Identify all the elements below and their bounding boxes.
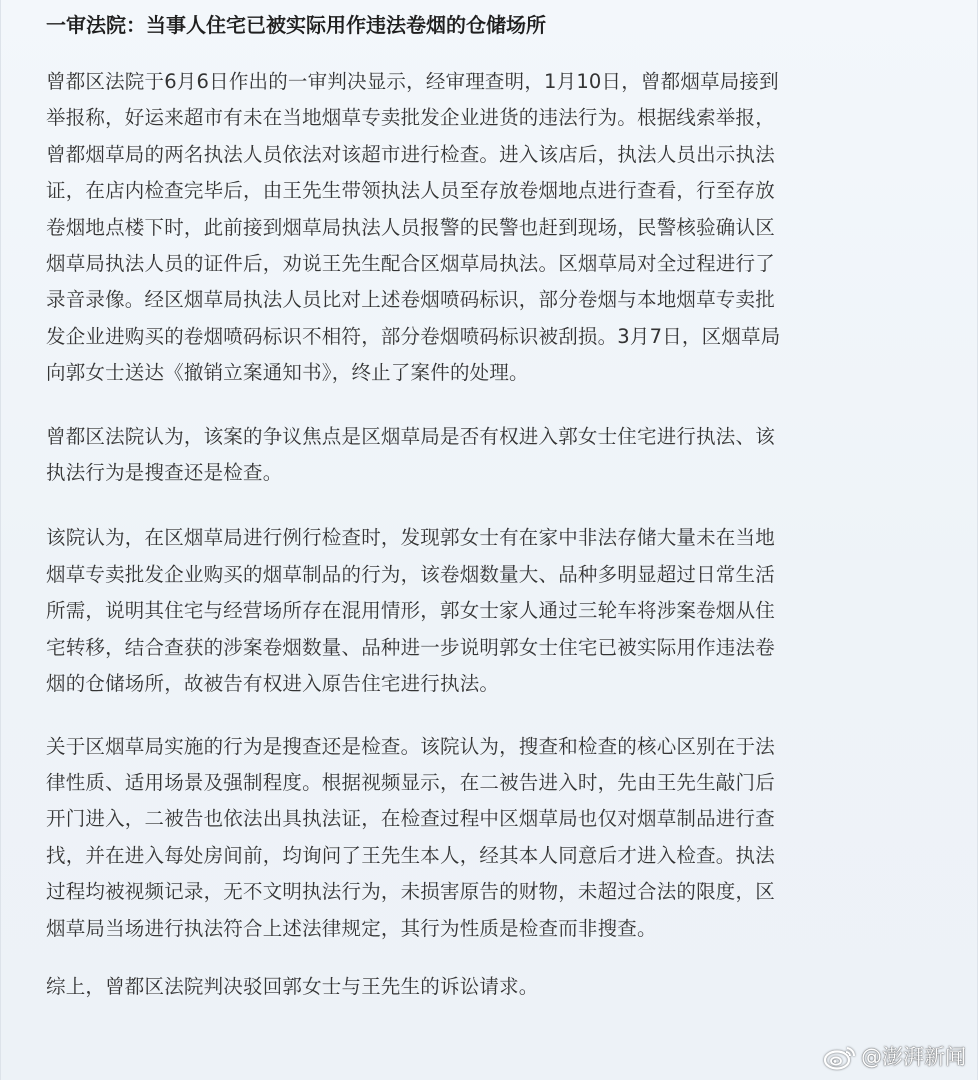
text-line: 烟草局执法人员的证件后，劝说王先生配合区烟草局执法。区烟草局对全过程进行了 [46,252,775,276]
text-line: 录音录像。经区烟草局执法人员比对上述卷烟喷码标识，部分卷烟与本地烟草专卖批 [46,288,775,312]
text-line: 宅转移，结合查获的涉案卷烟数量、品种进一步说明郭女士住宅已被实际用作违法卷 [46,635,775,659]
paragraph-4 [46,729,926,947]
text-line: 曾都烟草局的两名执法人员依法对该超市进行检查。进入该店后，执法人员出示执法 [46,142,775,166]
paragraph-5 [46,969,926,1005]
text-line: 综上，曾都区法院判决驳回郭女士与王先生的诉讼请求。 [46,974,539,998]
source-watermark [823,1044,966,1070]
text-line: 执法行为是搜查还是检查。 [46,461,283,485]
text-line: 关于区烟草局实施的行为是搜查还是检查。该院认为，搜查和检查的核心区别在于法 [46,734,775,758]
watermark-text: @澎湃新闻 [861,1045,966,1069]
section-heading: 一审法院：当事人住宅已被实际用作违法卷烟的仓储场所 [46,13,546,37]
text-line: 烟草局当场进行执法符合上述法律规定，其行为性质是检查而非搜查。 [46,916,657,940]
text-line: 找，并在进入每处房间前，均询问了王先生本人，经其本人同意后才进入检查。执法 [46,843,775,867]
article-body [46,10,926,1005]
text-line: 所需，说明其住宅与经营场所存在混用情形，郭女士家人通过三轮车将涉案卷烟从住 [46,599,775,623]
paragraph-3 [46,520,926,702]
paragraph-1 [46,64,926,392]
text-line: 卷烟地点楼下时，此前接到烟草局执法人员报警的民警也赶到现场，民警核验确认区 [46,215,775,239]
text-line: 曾都区法院于6月6日作出的一审判决显示，经审理查明，1月10日，曾都烟草局接到 [46,70,779,93]
text-line: 开门进入，二被告也依法出具执法证，在检查过程中区烟草局也仅对烟草制品进行查 [46,807,775,831]
text-line: 烟的仓储场所，故被告有权进入原告住宅进行执法。 [46,672,500,696]
text-line: 过程均被视频记录，无不文明执法行为，未损害原告的财物，未超过合法的限度，区 [46,880,775,904]
text-line: 该院认为，在区烟草局进行例行检查时，发现郭女士有在家中非法存储大量未在当地 [46,526,775,550]
weibo-icon [823,1044,857,1070]
text-line: 发企业进购买的卷烟喷码标识不相符，部分卷烟喷码标识被刮损。3月7日，区烟草局 [46,324,781,348]
text-line: 向郭女士送达《撤销立案通知书》，终止了案件的处理。 [46,361,529,385]
text-line: 证，在店内检查完毕后，由王先生带领执法人员至存放卷烟地点进行查看，行至存放 [46,179,775,203]
text-line: 烟草专卖批发企业购买的烟草制品的行为，该卷烟数量大、品种多明显超过日常生活 [46,562,775,586]
paragraph-2 [46,419,926,492]
text-line: 曾都区法院认为，该案的争议焦点是区烟草局是否有权进入郭女士住宅进行执法、该 [46,424,775,448]
text-line: 律性质、适用场景及强制程度。根据视频显示，在二被告进入时，先由王先生敲门后 [46,770,775,794]
text-line: 举报称，好运来超市有未在当地烟草专卖批发企业进货的违法行为。根据线索举报， [46,106,775,130]
